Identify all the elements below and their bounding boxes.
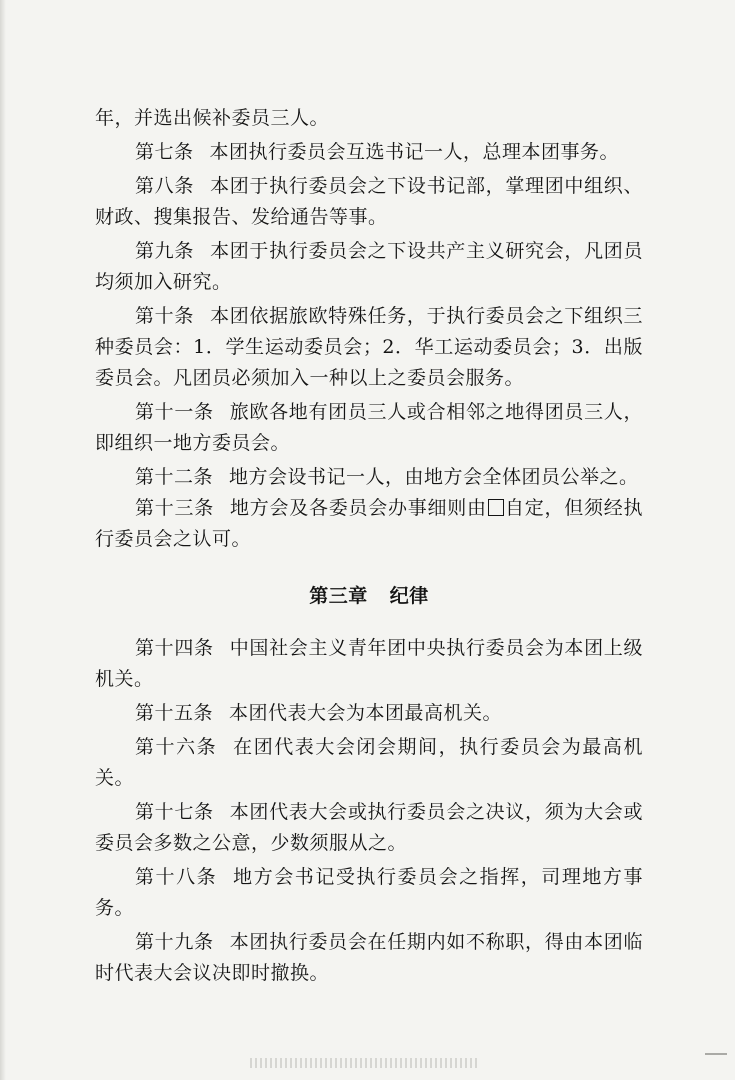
article-p11 (95, 397, 643, 459)
article-text: 本团代表大会为本团最高机关。 (229, 702, 503, 724)
chapter-number: 第三章 (309, 585, 368, 607)
article-text: 本团依据旅欧特殊任务，于执行委员会之下组织三种委员会：1．学生运动委员会；2．华工运动委员会；3．出版委员会。凡团员必须加入一种以上之委员会服务。 (95, 305, 643, 389)
article-text: 地方会设书记一人，由地方会全体团员公举之。 (229, 466, 639, 488)
scan-artifact-mark (705, 1053, 727, 1055)
article-p9 (95, 236, 643, 298)
scan-artifact-strip (250, 1058, 480, 1068)
chapter-title: 纪律 (389, 585, 429, 607)
article-text-part-1: 地方会及各委员会办事细则由 (230, 497, 487, 519)
article-p15 (95, 698, 643, 729)
articles-section-after (95, 633, 643, 989)
articles-section-before (95, 103, 643, 493)
document-body (95, 103, 643, 989)
article-number: 第十七条 (135, 801, 214, 823)
article-p7 (95, 137, 643, 168)
article-text: 年，并选出候补委员三人。 (95, 107, 330, 129)
article-number: 第十三条 (135, 497, 214, 519)
article-text: 本团于执行委员会之下设共产主义研究会，凡团员均须加入研究。 (95, 240, 643, 293)
article-number: 第八条 (135, 175, 195, 197)
article-number: 第七条 (135, 141, 194, 163)
article-13 (95, 493, 643, 555)
article-text-part-2: 自定，但须经执行委员会之认可。 (95, 497, 643, 550)
article-p8 (95, 171, 643, 233)
article-text: 在团代表大会闭会期间，执行委员会为最高机关。 (95, 736, 643, 789)
scan-edge-shadow (0, 0, 6, 1080)
article-text: 本团于执行委员会之下设书记部，掌理团中组织、财政、搜集报告、发给通告等事。 (95, 175, 643, 228)
article-p0 (95, 103, 643, 134)
chapter-heading (95, 581, 643, 611)
article-p19 (95, 927, 643, 989)
article-text: 旅欧各地有团员三人或合相邻之地得团员三人，即组织一地方委员会。 (95, 401, 643, 454)
article-p12 (95, 462, 643, 493)
missing-character-box-icon (488, 499, 504, 516)
article-p14 (95, 633, 643, 695)
article-p10 (95, 301, 643, 394)
article-p18 (95, 862, 643, 924)
article-number: 第十条 (135, 305, 195, 327)
article-p17 (95, 797, 643, 859)
article-text: 地方会书记受执行委员会之指挥，司理地方事务。 (95, 866, 643, 919)
article-number: 第十六条 (135, 736, 218, 758)
article-text: 本团执行委员会互选书记一人，总理本团事务。 (209, 141, 620, 163)
article-text: 本团代表大会或执行委员会之决议，须为大会或委员会多数之公意，少数须服从之。 (95, 801, 643, 854)
article-number: 第十八条 (135, 866, 218, 888)
article-p16 (95, 732, 643, 794)
article-text: 本团执行委员会在任期内如不称职，得由本团临时代表大会议决即时撤换。 (95, 931, 643, 984)
article-number: 第九条 (135, 240, 195, 262)
article-number: 第十二条 (135, 466, 214, 488)
article-number: 第十五条 (135, 702, 214, 724)
article-number: 第十四条 (135, 637, 214, 659)
article-text: 中国社会主义青年团中央执行委员会为本团上级机关。 (95, 637, 643, 690)
article-number: 第十九条 (135, 931, 214, 953)
article-number: 第十一条 (135, 401, 214, 423)
